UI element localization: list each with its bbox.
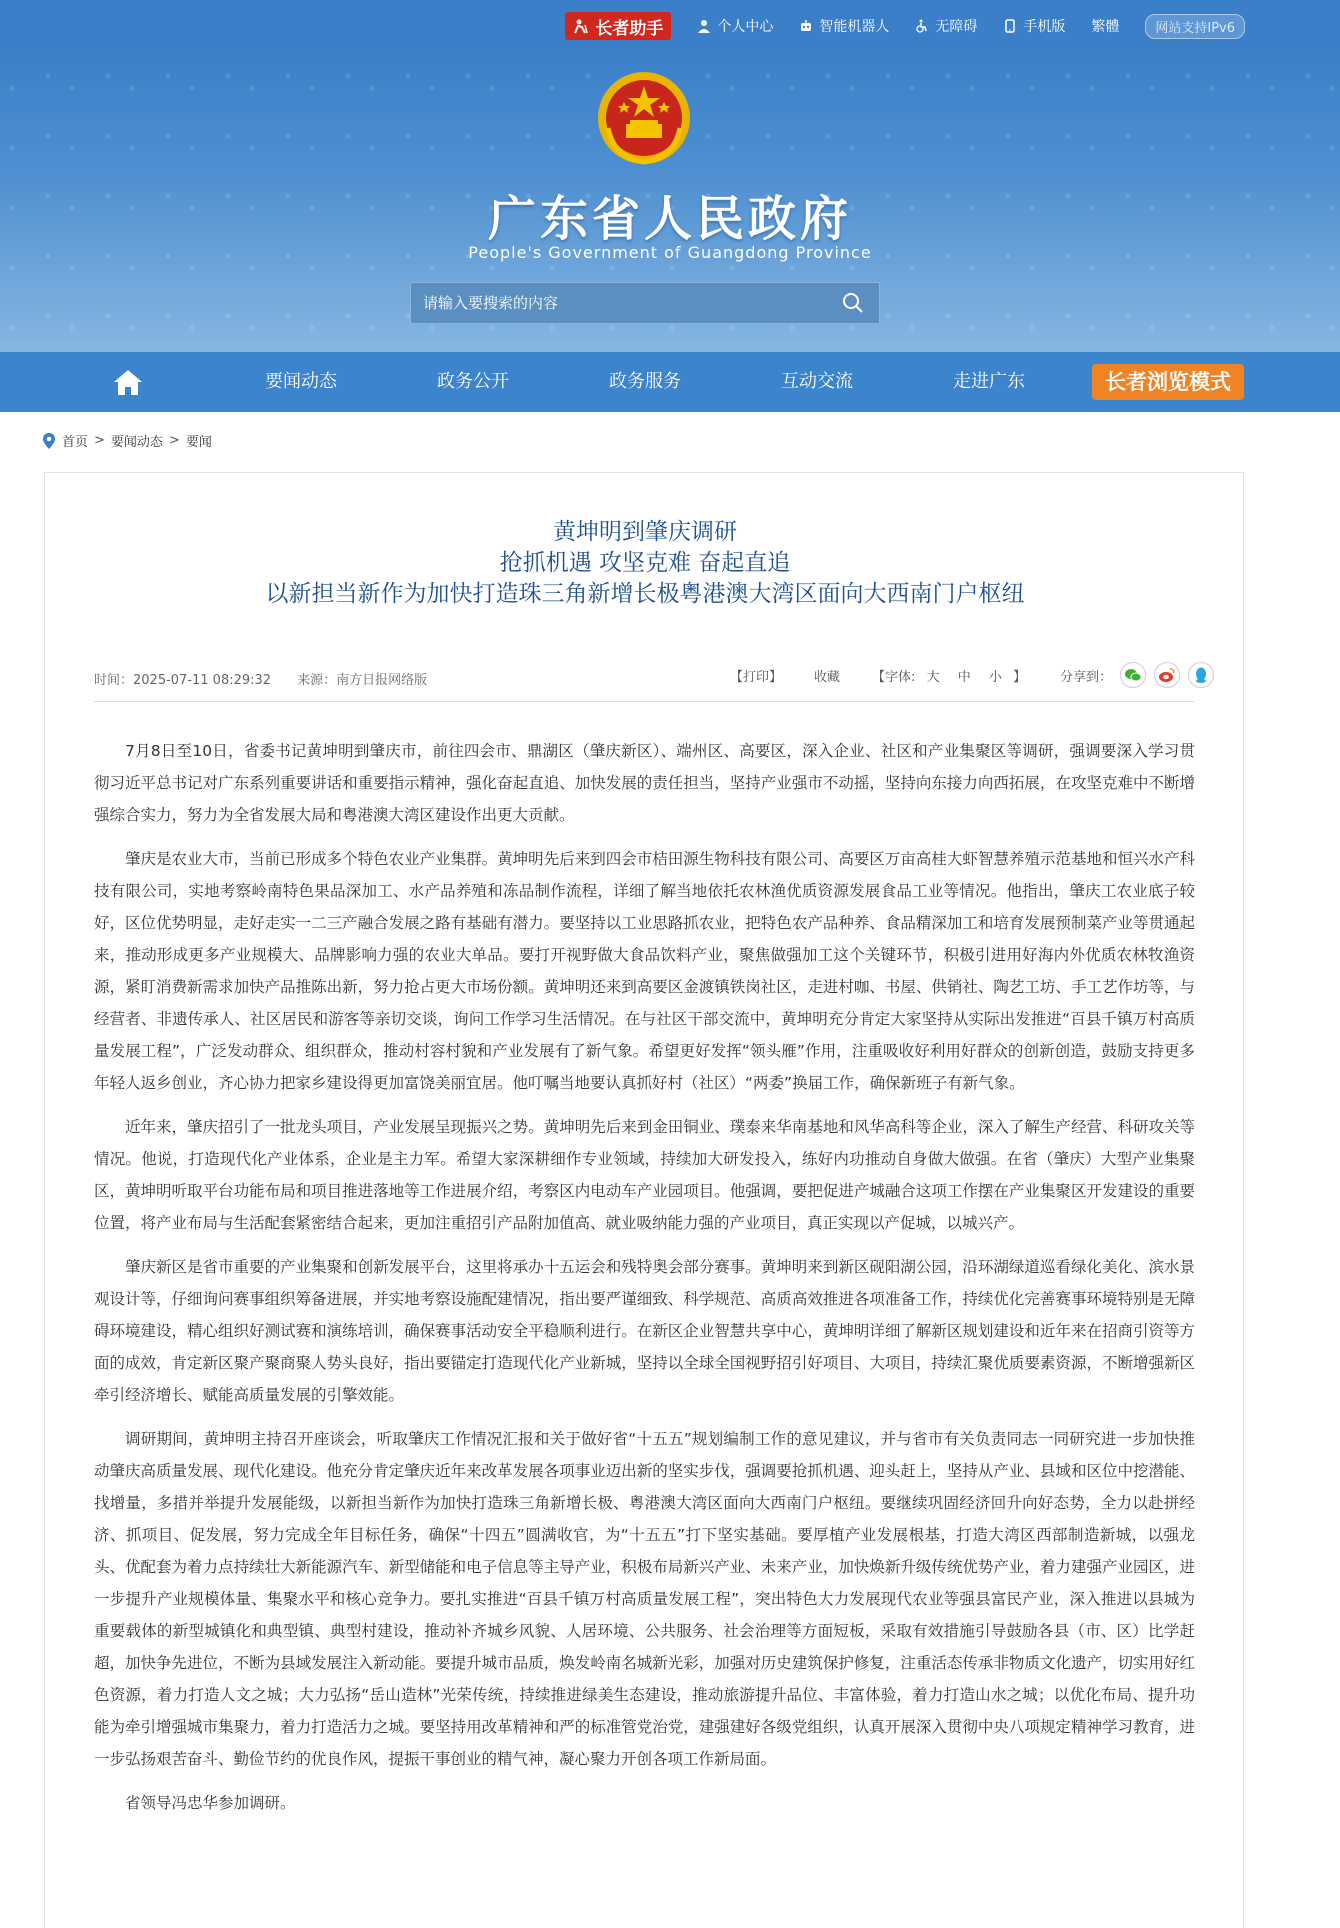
font-size-controls [872, 666, 1026, 685]
font-size-label: 【字体: [872, 669, 916, 685]
accessibility-label: 无障碍 [935, 19, 978, 35]
search-button[interactable] [827, 282, 879, 324]
site-title: 广东省人民政府 [487, 191, 852, 247]
article-paragraph: 肇庆新区是省市重要的产业集聚和创新发展平台，这里将承办十五运会和残特奥会部分赛事。黄坤明来到新区砚阳湖公园，沿环湖绿道巡看绿化美化、滨水景观设计等，仔细询问赛事组织筹备进展，并实地考察设施配建情况，指出要严谨细致、科学规范、高质高效推进各项准备工作，持续优化完善赛事环境特别是无障碍环境建设，精心组织好测试赛和演练培训，确保赛事活动安全平稳顺利进行。在新区企业智慧共享中心，黄坤明详细了解新区规划建设和近年来在招商引资等方面的成效，肯定新区聚产聚商聚人势头良好，指出要锚定打造现代化产业新城，坚持以全球全国视野招引好项目、大项目，持续汇聚优质要素资源，不断增强新区牵引经济增长、赋能高质量发展的引擎效能。 [94, 1258, 1195, 1404]
font-size-large[interactable]: 大 [926, 669, 940, 685]
elder-icon [573, 18, 589, 34]
search-input[interactable] [411, 294, 827, 312]
article-paragraph: 肇庆是农业大市，当前已形成多个特色农业产业集群。黄坤明先后来到四会市桔田源生物科技有限公司、高要区万亩高桂大虾智慧养殖示范基地和恒兴水产科技有限公司，实地考察岭南特色果品深加工、水产品养殖和冻品制作流程，详细了解当地依托农林渔优质资源发展食品工业等情况。他指出，肇庆工农业底子较好，区位优势明显，走好走实一二三产融合发展之路有基础有潜力。要坚持以工业思路抓农业，把特色农产品种养、食品精深加工和培育发展预制菜产业等贯通起来，推动形成更多产业规模大、品牌影响力强的农业大单品。要打开视野做大食品饮料产业，聚焦做强加工这个关键环节，积极引进用好海内外优质农林牧渔资源，紧盯消费新需求加快产品推陈出新，努力抢占更大市场份额。黄坤明还来到高要区金渡镇铁岗社区，走进村咖、书屋、供销社、陶艺工坊、手工艺作坊等，与经营者、非遗传承人、社区居民和游客等亲切交谈，询问工作学习生活情况。在与社区干部交流中，黄坤明充分肯定大家坚持从实际出发推进“百县千镇万村高质量发展工程”，广泛发动群众、组织群众，推动村容村貌和产业发展有了新气象。希望更好发挥“领头雁”作用，注重吸收好利用好群众的创新创造，鼓励支持更多年轻人返乡创业，齐心协力把家乡建设得更加富饶美丽宜居。他叮嘱当地要认真抓好村（社区）“两委”换届工作，确保新班子有新气象。 [94, 850, 1195, 1092]
weibo-share-icon[interactable] [1154, 662, 1180, 688]
publish-time: 时间：2025-07-11 08:29:32 [94, 673, 272, 688]
top-utility-bar [0, 0, 1340, 52]
share-label: 分享到： [1060, 669, 1113, 685]
main-nav [0, 352, 1340, 412]
accessibility-icon [915, 19, 929, 33]
national-emblem-icon [594, 68, 694, 168]
article-paragraph: 调研期间，黄坤明主持召开座谈会，听取肇庆工作情况汇报和关于做好省“十五五”规划编制工作的意见建议，并与省市有关负责同志一同研究进一步加快推动肇庆高质量发展、现代化建设。他充分肯定肇庆近年来改革发展各项事业迈出新的坚实步伐，强调要抢抓机遇、迎头赶上，坚持从产业、县域和区位中挖潜能、找增量，多措并举提升发展能级，以新担当新作为加快打造珠三角新增长极、粤港澳大湾区面向大西南门户枢纽。要继续巩固经济回升向好态势，全力以赴拼经济、抓项目、促发展，努力完成全年目标任务，确保“十四五”圆满收官，为“十五五”打下坚实基础。要厚植产业发展根基，打造大湾区西部制造新城，以强龙头、优配套为着力点持续壮大新能源汽车、新型储能和电子信息等主导产业，积极布局新兴产业、未来产业，加快焕新升级传统优势产业，着力建强产业园区，进一步提升产业规模体量、集聚水平和核心竞争力。要扎实推进“百县千镇万村高质量发展工程”，突出特色大力发展现代农业等强县富民产业，深入推进以县城为重要载体的新型城镇化和典型镇、典型村建设，推动补齐城乡风貌、人居环境、公共服务、社会治理等方面短板，采取有效措施引导鼓励各县（市、区）比学赶超，加快争先进位，不断为县域发展注入新动能。要提升城市品质，焕发岭南名城新光彩，加强对历史建筑保护修复，注重活态传承非物质文化遗产，切实用好红色资源，着力打造人文之城；大力弘扬“岳山造林”光荣传统，持续推进绿美生态建设，推动旅游提升品位、丰富体验，着力打造山水之城；以优化布局、提升功能为牵引增强城市集聚力，着力打造活力之城。要坚持用改革精神和严的标准管党治党，建强建好各级党组织，认真开展深入贯彻中央八项规定精神学习教育，进一步弘扬艰苦奋斗、勤俭节约的优良作风，提振干事创业的精气神，凝心聚力开创各项工作新局面。 [94, 1430, 1195, 1768]
article-body [94, 735, 1195, 1831]
article-source: 来源：南方日报网络版 [297, 673, 428, 688]
ipv6-badge: 网站支持IPv6 [1145, 14, 1245, 39]
accessibility-link[interactable] [915, 16, 977, 36]
breadcrumb-current[interactable]: 要闻 [185, 435, 212, 450]
mobile-link[interactable] [1003, 16, 1065, 36]
article-tools [730, 661, 1214, 689]
font-size-small[interactable]: 小 [988, 669, 1002, 685]
search-box [410, 282, 880, 324]
site-banner [0, 52, 1340, 352]
mobile-label: 手机版 [1023, 19, 1066, 35]
article-title [45, 517, 1245, 610]
robot-icon [799, 19, 813, 33]
breadcrumb-home[interactable]: 首页 [62, 435, 89, 450]
nav-item-about-guangdong[interactable]: 走进广东 [953, 371, 1025, 392]
article-paragraph: 7月8日至10日，省委书记黄坤明到肇庆市，前往四会市、鼎湖区（肇庆新区）、端州区、高要区，深入企业、社区和产业集聚区等调研，强调要深入学习贯彻习近平总书记对广东系列重要讲话和重要指示精神，强化奋起直追、加快发展的责任担当，坚持产业强市不动摇，坚持向东接力向西拓展，在攻坚克难中不断增强综合实力，努力为全省发展大局和粤港澳大湾区建设作出更大贡献。 [94, 742, 1195, 824]
home-icon[interactable] [112, 367, 144, 397]
font-size-medium[interactable]: 中 [957, 669, 971, 685]
personal-center-label: 个人中心 [717, 19, 774, 35]
personal-center-link[interactable] [697, 16, 773, 36]
print-button[interactable]: 【打印】 [730, 669, 783, 685]
article-title-line: 抢抓机遇 攻坚克难 奋起直追 [499, 550, 791, 576]
article-meta [94, 669, 427, 688]
search-icon [842, 292, 864, 314]
nav-item-news[interactable]: 要闻动态 [265, 371, 337, 392]
breadcrumb [42, 431, 212, 450]
favorite-button[interactable]: 收藏 [814, 669, 841, 685]
traditional-chinese-link[interactable] [1091, 16, 1119, 36]
wechat-share-icon[interactable] [1120, 662, 1146, 688]
article-paragraph: 省领导冯忠华参加调研。 [125, 1794, 296, 1812]
elder-helper-button[interactable] [565, 12, 671, 40]
nav-item-interaction[interactable]: 互动交流 [781, 371, 853, 392]
elder-mode-button[interactable]: 长者浏览模式 [1092, 364, 1244, 400]
top-links [565, 12, 1245, 40]
breadcrumb-separator: > [94, 433, 105, 448]
article-title-line: 黄坤明到肇庆调研 [553, 519, 737, 545]
user-icon [697, 19, 711, 33]
robot-link[interactable] [799, 16, 889, 36]
nav-item-services[interactable]: 政务服务 [609, 371, 681, 392]
elder-helper-label: 长者助手 [595, 18, 664, 39]
font-size-end: 】 [1013, 669, 1027, 685]
nav-item-public-affairs[interactable]: 政务公开 [437, 371, 509, 392]
robot-label: 智能机器人 [819, 19, 890, 35]
article-card [44, 472, 1244, 1928]
site-subtitle: People's Government of Guangdong Province [468, 243, 872, 262]
meta-divider [94, 701, 1194, 702]
article-paragraph: 近年来，肇庆招引了一批龙头项目，产业发展呈现振兴之势。黄坤明先后来到金田铜业、璞泰来华南基地和风华高科等企业，深入了解生产经营、科研攻关等情况。他说，打造现代化产业体系，企业是主力军。希望大家深耕细作专业领域，持续加大研发投入，练好内功推动自身做大做强。在省（肇庆）大型产业集聚区，黄坤明听取平台功能布局和项目推进落地等工作进展介绍，考察区内电动车产业园项目。他强调，要把促进产城融合这项工作摆在产业集聚区开发建设的重要位置，将产业布局与生活配套紧密结合起来，更加注重招引产品附加值高、就业吸纳能力强的产业项目，真正实现以产促城，以城兴产。 [94, 1118, 1195, 1232]
breadcrumb-separator: > [168, 433, 180, 448]
breadcrumb-news[interactable]: 要闻动态 [110, 435, 163, 450]
article-title-line: 以新担当新作为加快打造珠三角新增长极粤港澳大湾区面向大西南门户枢纽 [265, 581, 1025, 607]
qq-share-icon[interactable] [1188, 662, 1214, 688]
phone-icon [1003, 19, 1017, 33]
location-pin-icon [42, 432, 56, 450]
traditional-chinese-label: 繁體 [1091, 19, 1120, 35]
